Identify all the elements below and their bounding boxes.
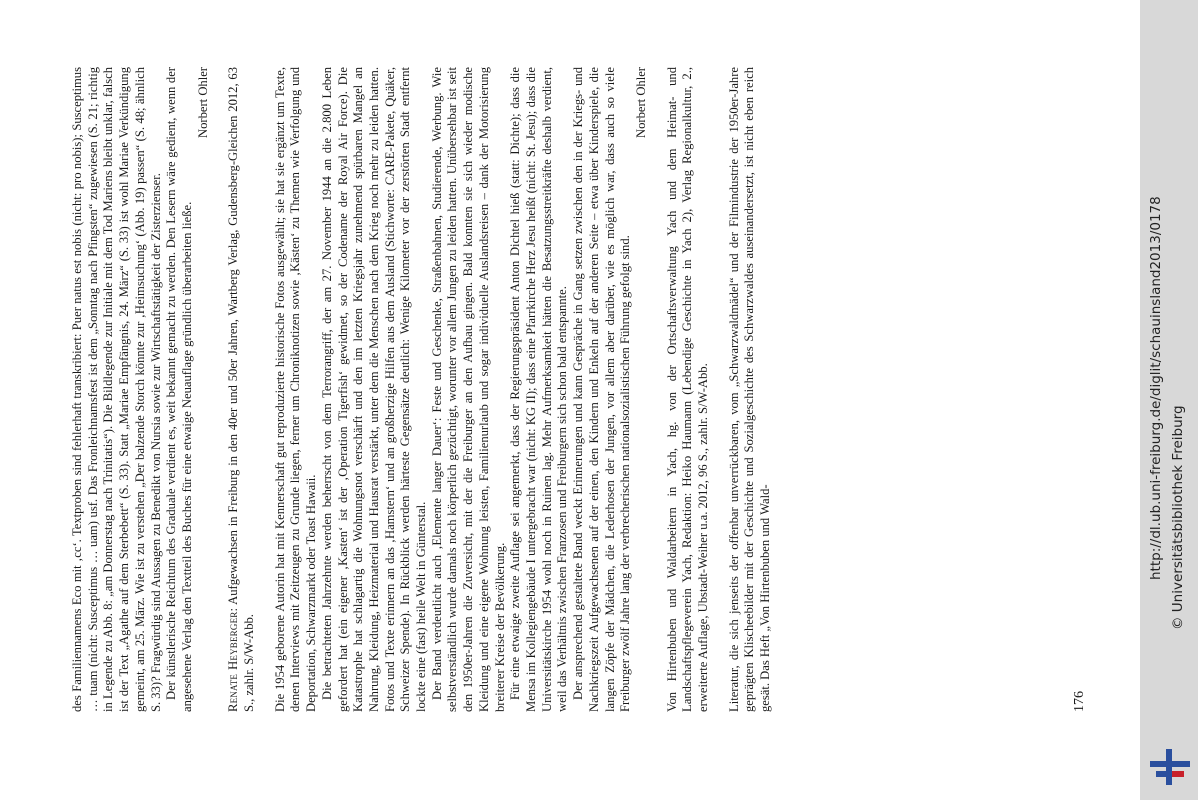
source-url-link[interactable]: http://dl.ub.uni-freiburg.de/diglit/schauinsland2013/0178 xyxy=(1148,196,1164,580)
page-text xyxy=(70,67,789,712)
signature: Norbert Ohler xyxy=(633,67,648,138)
sidebar xyxy=(1140,0,1198,800)
page-number: 176 xyxy=(1072,691,1087,712)
paragraph: Die betrachteten Jahrzehnte werden beherrscht von dem Terrorangriff, der am 27. November 1944 an die 2.800 Leben gefordert hat (ein eigener ‚Kasten‘ ist der ‚Operation Tigerfish‘ gewidmet, so der Codename der Royal Air Force). Die Katastrophe hat schlagartig die Wohnungsnot verschärft und den im letzten Kriegsjahr zunehmend spürbaren Mangel an Nahrung, Kleidung, Heizmaterial und Hausrat verstärkt, unter dem die Menschen nach dem Krieg noch mehr zu leiden hatten. Fotos und Texte erinnern an das ‚Hamstern‘ und an großherzige Hilfen aus dem Ausland (Stichworte: CARE-Pakete, Quäker, Schweizer Spende). In Rückblick werden härteste Gegensätze deutlich: Wenige Kilometer vor der zerstörten Stadt entfernt lockte eine (fast) heile Welt in Günterstal. xyxy=(319,67,429,712)
review-header: Von Hirtenbuben und Waldarbeitern in Yach, hg. von der Ortschaftsverwaltung Yach und dem Heimat- und Landschaftspflegeverein Yach, Redaktion: Heiko Haumann (Lebendige Geschichte in Yach 2), Verlag Regionalkultur, 2., erweiterte Auflage, Ubstadt-Weiher u.a. 2012, 96 S., zahlr. S/W-Abb. xyxy=(664,67,711,712)
paragraph: Der künstlerische Reichtum des Graduale verdient es, weit bekannt gemacht zu werden. Den Lesern wäre gedient, wenn der angesehene Verlag den Textteil des Buches für eine etwaige Neuauflage gründlich überarbeiten ließe. xyxy=(164,67,194,712)
review-heyberger xyxy=(226,67,649,712)
review-header xyxy=(226,67,257,712)
review-yach-body xyxy=(727,67,774,712)
sidebar-text xyxy=(1140,0,1198,800)
paragraph: Der Band verdeutlicht auch ‚Elemente langer Dauer‘: Feste und Geschenke, Straßenbahnen, Studierende, Werbung. Wie selbstverständlich wurde damals noch körperlich gezüchtigt, worunter vor allem Jungen zu leiden hatten. Unübersehbar ist seit den 1950er-Jahren die Zuversicht, mit der die Freiburger an den Aufbau gingen. Bald konnten sie sich wieder modische Kleidung und eine eigene Wohnung leisten, Familienurlaub und sogar individuelle Auslandsreisen – dank der Motorisierung breiterer Kreise der Bevölkerung. xyxy=(429,67,507,712)
paragraph: des Familiennamens Eco mit ‚cc‘. Textproben sind fehlerhaft transkribiert: Puer natus est nobis (nicht: pro nobis); Susceptimus … tuam (nicht: Susceptimus … uam) usf. Das Fronleichnamsfest ist dem „Sonntag nach Pfingsten“ zugewiesen (S. 21; richtig in Legende zu Abb. 8: „am Donnerstag nach Trinitatis“). Die Bildlegende zur Initiale mit dem Tod Mariens bleibt unklar, falsch ist der Text „Agathe auf dem Sterbebett“ (S. 33). Statt „Mariae Empfängnis, 24. März“ (S. 33) ist wohl Mariae Verkündigung gemeint, am 25. März. Wie ist zu verstehen „Der balzende Storch könnte zur ‚Heimsuchung‘ (Abb. 19) passen“ (S. 48; ähnlich S. 33)? Fragwürdig sind Aussagen zu Benedikt von Nursia sowie zur Wirtschaftstätigkeit der Zisterzienser. xyxy=(70,67,163,712)
ub-freiburg-logo-icon[interactable] xyxy=(1148,745,1192,789)
review-title: : Aufgewachsen in Freiburg in den 40er und 50er Jahren, Wartberg Verlag, Gudensberg-Gleichen 2012, 63 S., zahlr. S/W-Abb. xyxy=(226,67,257,712)
paragraph: Literatur, die sich jenseits der offenbar unverrückbaren, vom „Schwarzwaldmädel“ und der Filmindustrie der 1950er-Jahre geprägten Klischeebilder mit der Geschichte und Sozialgeschichte des Schwarzwaldes auseinandersetzt, ist nicht eben reich gesät. Das Heft „Von Hirtenbuben und Wald- xyxy=(726,67,773,712)
paragraph: Für eine etwaige zweite Auflage sei angemerkt, dass der Regierungspräsident Anton Dichtel hieß (statt: Dichte); dass die Mensa im Kollegiengebäude I untergebracht war (nicht: KG II); dass eine Pfarrkirche Herz Jesu heißt (nicht: St. Jesu); dass die Universitätskirche 1954 wohl noch in Ruinen lag. Mehr Aufmerksamkeit hätten die Besatzungsstreitkräfte deshalb verdient, weil das Verhältnis zwischen Franzosen und Freiburgern sich schon bald entspannte. xyxy=(508,67,570,712)
paragraph: Die 1954 geborene Autorin hat mit Kennerschaft gut reproduzierte historische Fotos ausgewählt; sie hat sie ergänzt um Texte, denen Interviews mit Zeitzeugen zu Grunde liegen, ferner um Chroniknotizen sowie ‚Kästen‘ zu Themen wie Verfolgung und Deportation, Schwarzmarkt oder Toast Hawaii. xyxy=(272,67,319,712)
review-ending xyxy=(70,67,211,712)
signature: Norbert Ohler xyxy=(195,67,210,138)
paragraph: Der ansprechend gestaltete Band weckt Erinnerungen und kann Gespräche in Gang setzen zwischen den in der Kriegs- und Nachkriegszeit Aufgewachsenen auf der einen, den Kindern und Enkeln auf der anderen Seite – etwa über Kinderspiele, die langen Zöpfe der Mädchen, die Lederhosen der Jungen, vor allem aber darüber, wie es möglich war, dass auch so viele Freiburger zwölf Jahre lang der verbrecherischen nationalsozialistischen Führung gefolgt sind. xyxy=(571,67,633,712)
review-author: Renate Heyberger xyxy=(226,611,241,712)
review-yach xyxy=(665,67,712,712)
copyright-text: © Universitätsbibliothek Freiburg xyxy=(1170,405,1186,630)
